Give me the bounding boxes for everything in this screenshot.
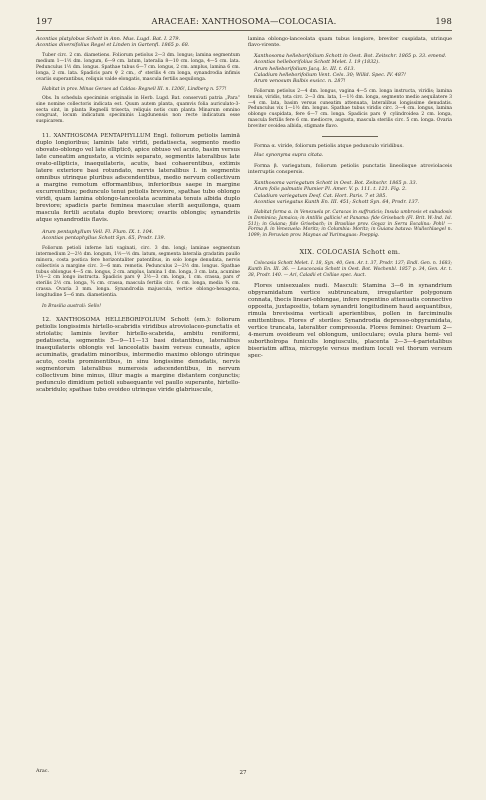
page-number-right: 198: [435, 16, 452, 26]
text-paragraph: Habitat in prov. Minas Geraes ad Caldas: Regnell III. n. 1206!, Lindberg n. 577!: [42, 87, 227, 93]
text-paragraph: Foliorum petioli inferne lati vaginati, circ. 3 dm. longi; laminae segmentum intermedium 2—2½ dm. longum, 1½—½ dm. latum, segmenta lateralia gradatim paullo minora, costa postica fere horizontaliter patentibus, in solo longe denudata, nervis collectivis a margine circ. 3—6 mm. remotis. Pedunculus 2—2½ dm. longus. Spathae tubus oblongus 4—5 cm. longus, 2 cm. amplus, lamina 1 dm. longa, 3 cm. lata, acumine 1½—2 cm longo instructa. Spadicis pars ♀ 2½—3 cm. longa, 1 cm. crassa, pars ♂ sterilis 2½ cm. longa, ¾ cm. crassa, mascula fertilis circ. 6 cm. longa, media ¾ cm. crassa. Ovaria 3 mm. longa. Synandrodia majuscula, vertice oblongo-hexagona, longitudine 5—6 mm. diametientia.: [36, 246, 240, 298]
running-title: ARACEAE: XANTHOSOMA—COLOCASIA.: [151, 16, 337, 26]
text-paragraph: Acontias helleborifolius Schott Melet. I. 19 (1832).: [254, 59, 380, 66]
section-heading: Flores unisexuales nudi. Masculi: Stamina 3—6 in synandrium obpyramidatum vertice subtruncatum, irregulariter polygonum connata, thecis lineari-oblongae, infere repentino attenuatis connectivo opposita, juxtapositis, totam synandrii longitudinem haud aequantibus, rimula brevissima verticali aperientibus, pollen in farciminulis emittentibus. Flores ♂ steriles: Synandrodia depresso-obpyramidata, vertice truncata, lateraliter compressula. Flores feminei: Ovarium 2—4-merum ovoideum vel oblongum, uniloculare; ovula plura hemi- vel subortholropa funiculis longiusculis, placenta 2—3—4-parietalibus biseriatim affixa, micropyle versus medium loculi vel thorum versum spec-: [248, 283, 452, 360]
text-paragraph: Acontias platylobus Schott in Ann. Mus. Lugd. Bat. I. 279.: [36, 36, 181, 42]
spacer: [36, 125, 240, 133]
text-paragraph: Habitat forma α. in Venezuela pr. Caracas in suffruticis; Insula umbrosis et subudosis in Dominica; Jamaica; in Antillis gallicis! et Panama: fide Grisebach (Fl. Brit. W.-Ind. Isl. 511); in Guiana; fide Grisebach; in Brasiliae prov. Goyaz in Serra Escalina: Pohl! — Forma β. in Venezuela: Moritz; in Columbia: Moritz; in Guiana batava: Wullschlaegel n. 1099; in Peruvian prov. Maynas ad Yurimaguas: Poeppig.: [248, 209, 452, 239]
header-rule: [36, 30, 452, 31]
text-paragraph: Acontias diversifolius Regel et Linden in Gartenfl. 1865 p. 68.: [36, 42, 190, 49]
text-paragraph: Huc synonyma supra citata.: [254, 151, 324, 158]
spacer: [36, 394, 240, 397]
spacer: [322, 136, 378, 137]
text-paragraph: Arum pentaphyllum Vell. Fl. Flum. IX. t. 104.: [42, 229, 154, 236]
section-heading: 11. XANTHOSOMA PENTAPHYLLUM Engl. foliorum petiolis laminā duplo longioribus; laminis late virīdi, pedatisecta, segmento medio obovato-oblongo vel late ellipticō, apice obtuso vel acuto, basim versus late cuneatim angustato, a vicinis separato, segmentis lateralibus late ovato-ellipticis, inaequilateris, acutis, basi cohaerentibus, extimis latere exteriore basi rotundato, nervis lateralibus I. in segmentis omnibus utrinque pluribus adscendentibus, medio nervum collectivum a margine remotum efformantibus, inferioribus saepe in margine excurrentibus; pedunculo tenui petiolis breviore, spathae tubo oblongo viridi, quam lamina oblongo-lanceolata acuminata tenuis albida duplo breviore; spadicis parte feminea masculae sterili aequilonga, quam mascula fertili acutata duplo breviore; ovariis oblongis; synandriis atque synandrodiis flavis.: [36, 133, 240, 224]
text-paragraph: Caladium helleborifolium Vent. Cels. 30; Willd. Spec. IV. 487!: [254, 71, 407, 78]
text-paragraph: Foliorum petiolus 2—4 dm. longus, vagina 4—5 cm. longa instructa, viridis; lamina tenuis, viridis, tota circ. 2—3 dm. lata, 1—1½ dm. longa, segmento medio aequilatere 3—4 cm. lata, basim versus cuneatim attenuata, lateralibus longissime denudatis. Pedunculus vix 1—1½ dm. longus. Spathae tubus viridis circ. 3—4 cm. longus, lamina oblongo cuspidata, fere 6—7 cm. longa. Spadicis pars ♀ cylindroidea 2 cm. longa, mascula fertilis fere 6 cm. mediocre, augusta, mascula sterilis circ. 5 cm. longa. Ovaria breviter ovoidea albida, stigmate flavo.: [248, 89, 452, 129]
text-paragraph: Arum folis palmatis Plumier Pl. Amer. V. p. 111. t. 121. Fig. 2.: [254, 186, 407, 193]
left-column: [36, 36, 240, 397]
text-paragraph: Acontias pentaphyllus Schott Syn. 65, Prodr. 139.: [42, 235, 166, 242]
footer-mark: Arac.: [36, 768, 50, 774]
text-paragraph: Xanthosoma helleborifolium Schott in Oest. Bot. Zeitschr. 1865 p. 33. emend.: [254, 53, 447, 60]
signature-mark: 27: [239, 770, 247, 776]
text-paragraph: Arum helleborifolium Jacq. Ic. III. t. 613.: [254, 65, 355, 72]
text-paragraph: Xanthosoma variegatum Schott in Oest. Bot. Zeitschr. 1865 p. 33.: [254, 180, 418, 187]
text-paragraph: Colocasia Schott Melet. I. 18, Syn. 40, Gen. Ar. t. 37, Prodr. 137; Endl. Gen. n. 1683; Kunth En. III. 36. — Leucocasia Schott in Oest. Bot. Wochenbl. 1857 p. 34, Gen. Ar. t. 38, Prodr. 140. — Ari, Caladii et Colliae spec. Auct.: [248, 260, 452, 278]
text-paragraph: Caladium variegatum Desf. Cat. Hort. Paris. 7 et 385.: [254, 192, 387, 199]
text-paragraph: Forma β. variegatum, foliorum petiolis punctatis lineolisque atroviolaceis interruptis conspersis.: [248, 162, 452, 176]
section-heading: XIX. COLOCASIA Schott em.: [299, 247, 401, 256]
text-paragraph: Obs. In schedula speciminis originalis in Herb. Lugd. Bat. conservati patria „Para“ sine nomine collectoris indicata est. Quum autem planta, quamvis folia auriculato-3-secta sint, in planta Regnelli trisecta, reliquis notis cum planta Minarum omnino congruat, locum indicatum speciminis Lugdunensis non recte indicatum esse suspicarem.: [36, 96, 240, 125]
text-paragraph: Arum venosum Balbis exsicc. n. 287!: [254, 77, 346, 84]
running-header: [36, 16, 452, 30]
text-paragraph: Forma α. viride, foliorum petiolis atque pedunculo viridibus.: [254, 142, 404, 149]
page-number-left: 197: [36, 16, 53, 26]
text-paragraph: lamina oblongo-lanceolata quam tubus longiore, breviter cuspidata, utrinque flavo-virente.: [248, 36, 452, 49]
text-paragraph: In Brasilia australi: Sello!: [42, 303, 102, 309]
text-paragraph: Tuber circ. 2 cm. diametiens. Foliorum petiolus 2—3 dm. longus; lamina segmentum medium 1—1½ dm. longum, 6—9 cm. latum, lateralia 8—10 cm. longa, 4—5 cm. lata. Pedunculus 1½ dm. longus. Spathae tubus 6—7 cm. longus, 2 cm. amplus, lamina 6 cm. longa, 2 cm. lata. Spadicis pars ♀ 2 cm., ♂ sterilis 4 cm longa, synandrodia infimis ovariis superantibus, reliquis valde elongatis, mascula fertilis aequilonga.: [36, 53, 240, 82]
section-heading: 12. XANTHOSOMA HELLEBORIFOLIUM Schott (em.): foliorum petiolis longissimis hirtello-scabridis viridibus atroviolaceo-punctatis et striolatis; laminis leviter hirtello-scabrida, ambitu reniformi, pedatisecta, segmentis 5—9—11—13 basi distantibus, lateralibus inaequilateris oblongis vel lanceolatis basim versus cuneatis, apice acuminatis, gradatim minoribus, intermedio maximo oblongo utrinque acuto, costis prominentibus, in sinu longissime denudatis, nervis segmentorum lateralibus numerosis adscendentibus, in nervum collectivum bine minus, illiur magis a margine distantem conjunctis; pedunculo dimidium petioli subaequante vel paullo superante, hirtello-scabridulo; spathae tubo ovoideo utrinque viride glabriuscule,: [36, 317, 240, 394]
text-paragraph: Acontias variegatus Kunth En. III. 451; Schott Syn. 64, Prodr. 137.: [254, 198, 420, 205]
right-column: [248, 36, 452, 360]
